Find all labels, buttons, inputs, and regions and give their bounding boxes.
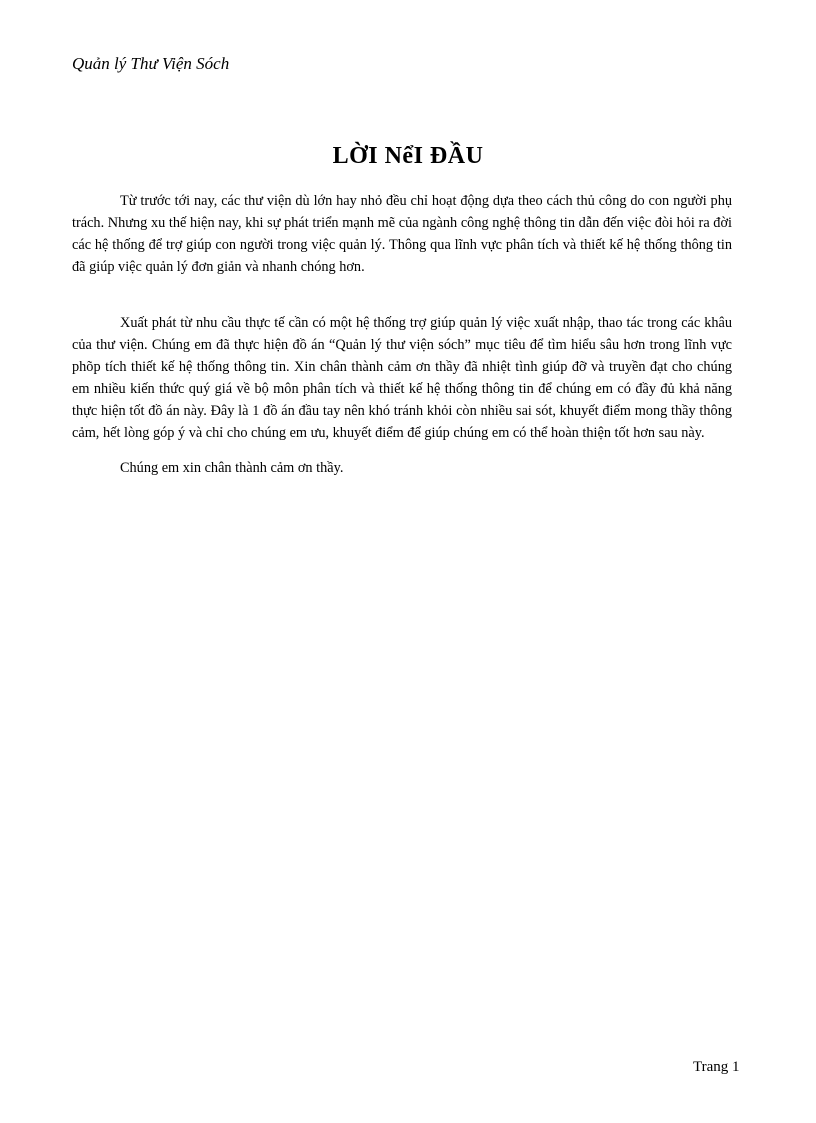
page-title: LỜI NểI ĐẦU [332,143,484,169]
paragraph-intro: Từ trước tới nay, các thư viện dù lớn hay nhỏ đều chỉ hoạt động dựa theo cách thủ công do con người phụ trách. Nhưng xu thế hiện nay, khi sự phát triển mạnh mẽ của ngành công nghệ thông tin dẫn đến việc đòi hỏi ra đời các hệ thống để trợ giúp con người trong việc quản lý. Thông qua lĩnh vực phân tích và thiết kế hệ thống thông tin đã giúp việc quản lý đơn giản và nhanh chóng hơn. [72,193,732,275]
page-number: Trang 1 [693,1059,740,1075]
paragraph-purpose: Xuất phát từ nhu cầu thực tế cần có một hệ thống trợ giúp quản lý việc xuất nhập, thao tác trong các khâu của thư viện. Chúng em đã thực hiện đồ án “Quản lý thư viện sóch” mục tiêu để tìm hiểu sâu hơn trong lĩnh vực phõp tích thiết kế hệ thống thông tin. Xin chân thành cảm ơn thầy đã nhiệt tình giúp đỡ và truyền đạt cho chúng em nhiều kiến thức quý giá về bộ môn phân tích và thiết kế hệ thống thông tin để chúng em có đầy đủ khả năng thực hiện tốt đồ án này. Đây là 1 đồ án đầu tay nên khó tránh khỏi còn nhiều sai sót, khuyết điểm mong thầy thông cảm, hết lòng góp ý và chỉ cho chúng em ưu, khuyết điểm để giúp chúng em có thể hoàn thiện tốt hơn sau này. [72,315,732,441]
paragraph-thanks: Chúng em xin chân thành cảm ơn thầy. [120,460,344,476]
running-header: Quản lý Thư Viện Sóch [72,54,230,73]
document-body [72,190,732,479]
